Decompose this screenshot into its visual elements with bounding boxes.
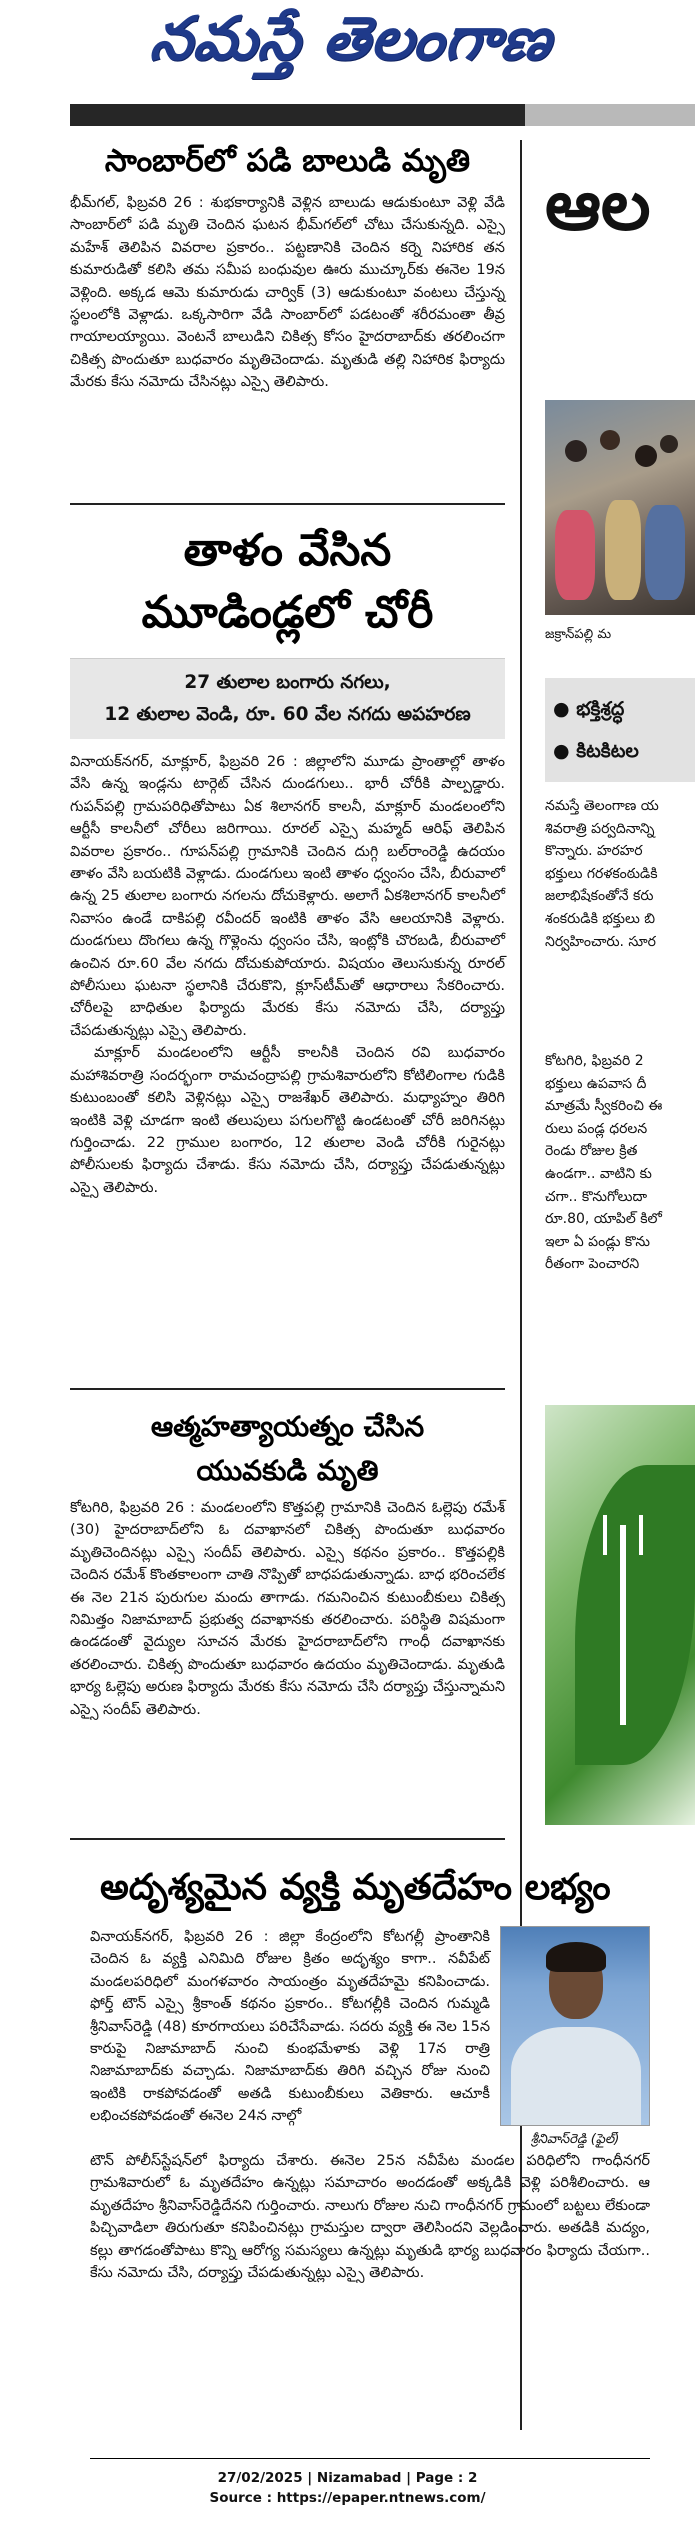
- text-line: జలాభిషేకంతోనే కరు: [545, 888, 654, 905]
- article-divider: [70, 1388, 505, 1390]
- bullet-item: భక్తిశ్రద్ధ: [576, 698, 625, 720]
- article-headline: అదృశ్యమైన వ్యక్తి మృతదేహం లభ్యం: [100, 1867, 611, 1908]
- text-line: రీతంగా పెంచారని: [545, 1256, 640, 1273]
- right-column-title: [545, 165, 695, 245]
- bullet-item: కిటకిటల: [576, 740, 639, 762]
- crowd-photo: [545, 400, 695, 615]
- text-line: నిర్వహించారు. సూర: [545, 933, 656, 950]
- article-paragraph: మాక్లూర్‌ మండలంలోని ఆర్టీసీ కాలనీకి చెందిన రవి బుధవారం మహాశివరాత్రి సందర్భంగా రామచంద్రాపల్లి గ్రామశివారులోని కోటిలింగాల గుడికి కుటుంబంతో కలిసి వెళ్లినట్లు ఎస్సై రాజశేఖర్‌ తెలిపారు. మధ్యాహ్నం తిరిగి ఇంటికి వెళ్లి చూడగా ఇంటి తలుపులు పగులగొట్టి ఉండటంతో చోరీ జరిగినట్లు గుర్తించాడు. 22 గ్రాముల బంగారం, 12 తులాల వెండి చోరీకి గురైనట్లు పోలీసులకు ఫిర్యాదు చేశాడు. కేసు నమోదు చేసి, దర్యాప్తు చేపడుతున్నట్లు ఎస్సై తెలిపారు.: [70, 1045, 505, 1196]
- article-body-top: వినాయక్‌నగర్‌, ఫిబ్రవరి 26 : జిల్లా కేంద్రంలోని కోటగల్లీ ప్రాంతానికి చెందిన ఓ వ్యక్తి ఎనిమిది రోజుల క్రితం అదృశ్యం కాగా.. నవీపేట్‌ మండలపరిధిలో మంగళవారం సాయంత్రం మృతదేహమై కనిపించాడు. ఫోర్త్‌ టౌన్‌ ఎస్సై శ్రీకాంత్‌ కథనం ప్రకారం.. కోటగల్లీకి చెందిన గుమ్మడి శ్రీనివాస్‌రెడ్డి (48) కూరగాయలు పరిచేసేవాడు. సదరు వ్యక్తి ఈ నెల 15న కారుపై నిజామాబాద్‌ నుంచి కుంభమేళాకు వెళ్లి 17న రాత్రి నిజామాబాద్‌కు వచ్చాడు. నిజామాబాద్‌కు తిరిగి వచ్చిన రోజు నుంచి ఇంటికి రాకపోవడంతో అతడి కుటుంబీకులు వెతికారు. ఆచూకీ లభించకపోవడంతో ఈనెల 24న నాల్గో: [90, 1929, 490, 2125]
- footer-date-line: 27/02/2025 | Nizamabad | Page : 2: [217, 2470, 478, 2486]
- highlight-line2: 12 తులాల వెండి, రూ. 60 వేల నగదు అపహరణ: [104, 704, 471, 725]
- text-line: ఇలా ఏ పండ్లు కొను: [545, 1233, 650, 1250]
- text-line: రూ.80, యాపిల్‌ కిలో: [545, 1211, 662, 1228]
- article-headline-line2: యువకుడి మృతి: [196, 1454, 379, 1487]
- masthead-rule: [70, 104, 695, 126]
- text-line: శంకరుడికి భక్తులు బి: [545, 910, 656, 927]
- text-line: శివరాత్రి పర్వదినాన్ని: [545, 820, 655, 837]
- cropped-headline: ఆల: [545, 165, 651, 245]
- text-line: కొన్నారు. హరహర: [545, 843, 643, 860]
- right-column-text2: [545, 1050, 695, 1276]
- article-body-bottom: టౌన్‌ పోలీస్‌స్టేషన్‌లో ఫిర్యాదు చేశారు. ఈనెల 25న నవీపేట మండల పరిధిలోని గాంధీనగర్‌ గ్రామశివారులో ఓ మృతదేహం ఉన్నట్లు సమాచారం అందడంతో అక్కడికి వెళ్లి పరిశీలించారు. ఆ మృతదేహం శ్రీనివాస్‌రెడ్డిదేనని గుర్తించారు. నాలుగు రోజుల నుచి గాంధీనగర్‌ గ్రామంలో బట్టలు లేకుండా పిచ్చివాడిలా తిరుగుతూ కనిపించినట్లు గ్రామస్తుల ద్వారా తెలిసిందని వెల్లడించారు. అతడికి మద్యం, కల్లు తాగడంతోపాటు కొన్ని ఆరోగ్య సమస్యలు ఉన్నట్లు మృతుడి భార్య బుధవారం ఫిర్యాదు చేయగా.. కేసు నమోదు చేసి, దర్యాప్తు చేపడుతున్నట్లు ఎస్సై తెలిపారు.: [90, 2153, 650, 2282]
- text-line: చగా.. కొనుగోలుదా: [545, 1188, 647, 1205]
- article-theft: [70, 520, 505, 1199]
- right-column-text1: [545, 795, 695, 953]
- article-sambar-death: [70, 138, 505, 394]
- text-line: మాత్రమే స్వీకరించి ఈ: [545, 1098, 663, 1115]
- highlight-box: [70, 658, 505, 739]
- newspaper-title: నమస్తే తెలంగాణ: [147, 4, 556, 74]
- right-column-image: [545, 1405, 695, 1825]
- right-column-bullets: ● భక్తిశ్రద్ధ ● కిటకిటల: [545, 658, 695, 782]
- text-line: రులు పండ్ల ధరలన: [545, 1120, 648, 1137]
- text-line: ఉండగా.. వాటిని కు: [545, 1165, 652, 1182]
- article-body: కోటగిరి, ఫిబ్రవరి 26 : మండలంలోని కొత్తపల్లి గ్రామానికి చెందిన ఓల్లెపు రమేశ్‌ (30) హైదరాబాద్‌లోని ఓ దవాఖానలో చికిత్స పొందుతూ బుధవారం మృతిచెందినట్లు ఎస్సై సందీప్‌ తెలిపారు. ఎస్సై కథనం ప్రకారం.. కొత్తపల్లికి చెందిన రమేశ్‌ కొంతకాలంగా చాతి నొప్పితో బాధపడుతున్నాడు. బాధ భరించలేక ఈ నెల 21న పురుగుల మందు తాగాడు. గమనించిన కుటుంబీకులు చికిత్స నిమిత్తం నిజామాబాద్‌ ప్రభుత్వ దవాఖానకు తరలించారు. పరిస్థితి విషమంగా ఉండడంతో వైద్యుల సూచన మేరకు హైదరాబాద్‌లోని గాంధీ దవాఖానకు తరలించారు. చికిత్స పొందుతూ బుధవారం ఉదయం మృతిచెందాడు. మృతుడి భార్య ఓల్లెపు అరుణ ఫిర్యాదు మేరకు కేసు నమోదు చేసి దర్యాప్తు చేస్తున్నామని ఎస్సై సందీప్‌ తెలిపారు.: [70, 1500, 505, 1718]
- article-headline-line2: మూడిండ్లలో చోరీ: [141, 587, 434, 638]
- masthead: [0, 0, 695, 100]
- text-line: భక్తులు ఉపవాస దీ: [545, 1075, 647, 1092]
- person-photo-block: [500, 1926, 650, 2150]
- article-suicide-attempt: [70, 1405, 505, 1721]
- article-headline-line1: ఆత్మహత్యాయత్నం చేసిన: [150, 1410, 425, 1443]
- photo-caption: శ్రీనివాస్‌రెడ్డి (ఫైల్‌): [530, 2132, 620, 2147]
- person-photo: [500, 1926, 650, 2126]
- article-missing-person: [90, 1860, 650, 2284]
- highlight-line1: 27 తులాల బంగారు నగలు,: [184, 672, 391, 693]
- page-footer: [0, 2468, 695, 2508]
- text-line: నమస్తే తెలంగాణ య: [545, 798, 659, 814]
- article-paragraph: వినాయక్‌నగర్‌, మాక్లూర్‌, ఫిబ్రవరి 26 : జిల్లాలోని మూడు ప్రాంతాల్లో తాళం వేసి ఉన్న ఇండ్లను టార్గెట్‌ చేసిన దుండగులు.. భారీ చోరీకి పాల్పడ్డారు. గుపన్‌పల్లి గ్రామపరిధితోపాటు ఏక శిలానగర్‌ కాలనీ, మాక్లూర్‌ మండలంలోని ఆర్టీసీ కాలనీలో చోరీలు జరిగాయి. రూరల్‌ ఎస్సై మహ్మద్‌ ఆరిఫ్‌ తెలిపిన వివరాల ప్రకారం.. గూపన్‌పల్లి గ్రామానికి చెందిన దుగ్గి బల్‌రాంరెడ్డి ఉదయం తాళం వేసి బయటికి వెళ్లాడు. దుండగులు ఇంటి తాళం ధ్వంసం చేసి, బీరువాలో ఉన్న 25 తులాల బంగారు నగలను దోచుకెళ్లారు. అలాగే ఏకశిలానగర్‌ కాలనీలో నివాసం ఉండే దాకిపల్లి రవీందర్‌ ఇంటికి తాళం వేసి ఆలయానికి వెళ్లారు. దుండగులు దొంగలు ఉన్న గొళ్లెంను ధ్వంసం చేసి, ఇంట్లోకి చొరబడి, బీరువాలో ఉంచిన రూ.60 వేల నగదు దోచుకుపోయారు. విషయం తెలుసుకున్న రూరల్‌ పోలీసులు ఘటనా స్థలానికి చేరుకొని, క్లూస్‌టీమ్‌తో ఆధారాలు సేకరించారు. చోరీలపై బాధితుల ఫిర్యాదు మేరకు కేసు నమోదు చేసి, దర్యాప్తు చేపడుతున్నట్లు ఎస్సై తెలిపారు.: [70, 754, 505, 1039]
- right-column-photo: [545, 400, 695, 645]
- article-divider: [70, 503, 505, 505]
- article-headline: సాంబార్‌లో పడి బాలుడి మృతి: [104, 143, 471, 179]
- text-line: రెండు రోజుల క్రిత: [545, 1143, 638, 1160]
- text-line: భక్తులు గరళకంఠుడికి: [545, 865, 658, 882]
- article-headline-line1: తాళం వేసిన: [183, 525, 392, 576]
- article-divider: [70, 1838, 505, 1840]
- photo-caption: జక్రాన్‌పల్లి మ: [545, 627, 612, 642]
- article-body: [70, 751, 505, 1199]
- shivaratri-image: [545, 1405, 695, 1825]
- article-body: భీమ్‌గల్‌, ఫిబ్రవరి 26 : శుభకార్యానికి వెళ్లిన బాలుడు ఆడుకుంటూ వెళ్లి వేడి సాంబార్‌లో పడి మృతి చెందిన ఘటన భీమ్‌గల్‌లో చోటు చేసుకున్నది. ఎస్సై మహేశ్‌ తెలిపిన వివరాల ప్రకారం.. పట్టణానికి చెందిన కర్నె నిహారిక తన కుమారుడితో కలిసి తమ సమీప బంధువుల ఊరు ముచ్కూర్‌కు ఈనెల 19న వెళ్లింది. అక్కడ ఆమె కుమారుడు చార్విక్‌ (3) ఆడుకుంటూ వంటలు చేస్తున్న స్థలంలోకి వెళ్లాడు. ఒక్కసారిగా వేడి సాంబార్‌లో పడటంతో శరీరమంతా తీవ్ర గాయాలయ్యాయి. వెంటనే బాలుడిని చికిత్స కోసం హైదరాబాద్‌కు తరలించగా చికిత్స పొందుతూ బుధవారం మృతిచెందాడు. మృతుడి తల్లి నిహారిక ఫిర్యాదు మేరకు కేసు నమోదు చేసినట్లు ఎస్సై తెలిపారు.: [70, 195, 505, 391]
- footer-source-line: Source : https://epaper.ntnews.com/: [209, 2490, 486, 2506]
- text-line: కోటగిరి, ఫిబ్రవరి 2: [545, 1053, 644, 1069]
